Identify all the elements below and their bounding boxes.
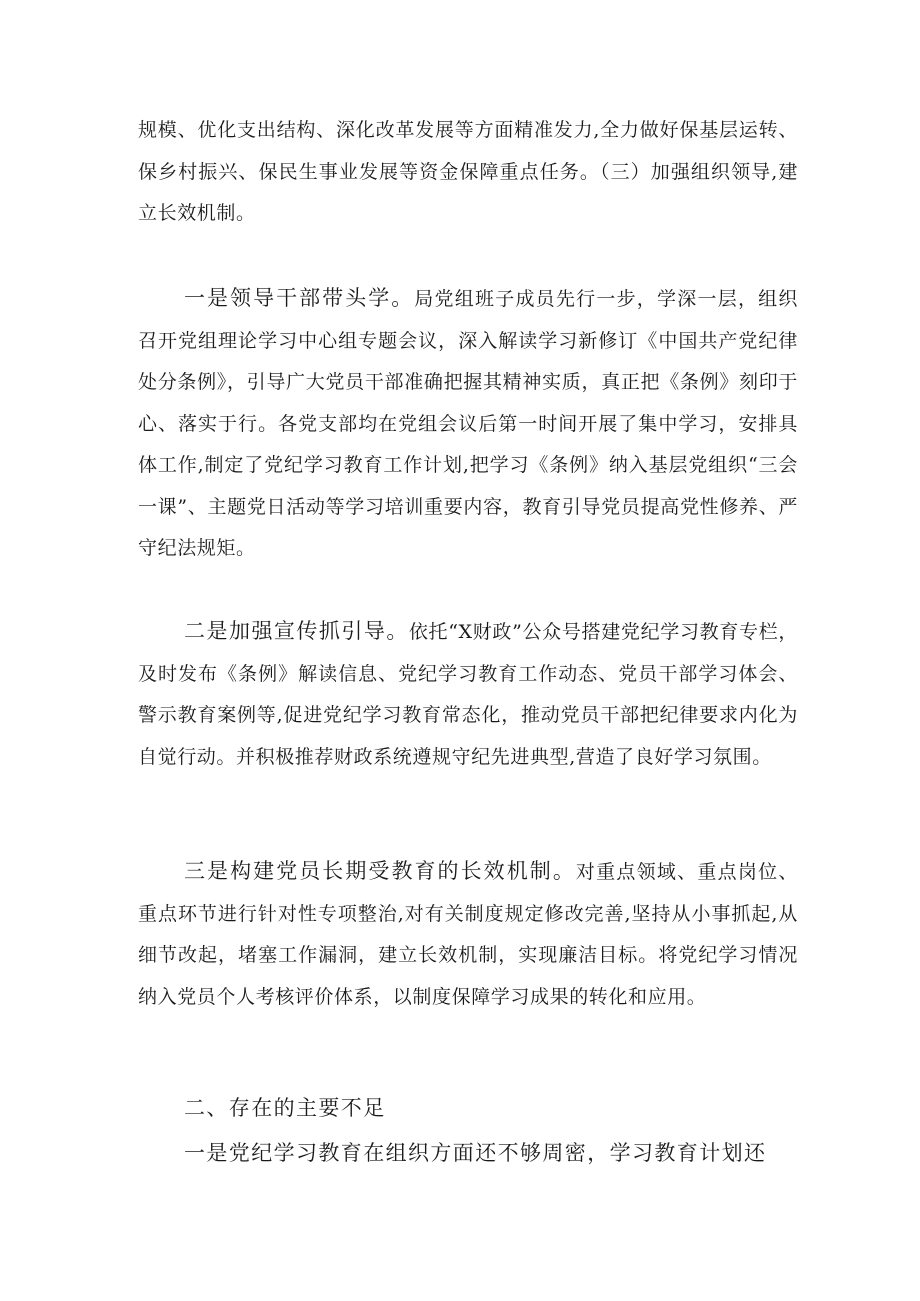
paragraph-2 [138,278,798,570]
paragraph-3-text: 依托“X财政”公众号搭建党纪学习教育专栏，及时发布《条例》解读信息、党纪学习教育工作动态、党员干部学习体会、警示教育案例等,促进党纪学习教育常态化，推动党员干部把纪律要求内化为自觉行动。并积极推荐财政系统遵规守纪先进典型,营造了良好学习氛围。 [138,621,798,768]
paragraph-5: 一是党纪学习教育在组织方面还不够周密，学习教育计划还 [184,1141,767,1165]
paragraph-4-text: 对重点领域、重点岗位、重点环节进行针对性专项整治,对有关制度规定修改完善,坚持从小事抓起,从细节改起，堵塞工作漏洞，建立长效机制，实现廉洁目标。将党纪学习情况纳入党员个人考核评价体系，以制度保障学习成果的转化和应用。 [138,861,798,1008]
paragraph-1-text: 规模、优化支出结构、深化改革发展等方面精准发力,全力做好保基层运转、保乡村振兴、保民生事业发展等资金保障重点任务。（三）加强组织领导,建立长效机制。 [138,119,798,224]
paragraph-3-lead: 二是加强宣传抓引导。 [184,619,409,643]
paragraph-2-text: 局党组班子成员先行一步，学深一层，组织召开党组理论学习中心组专题会议，深入解读学习新修订《中国共产党纪律处分条例》，引导广大党员干部准确把握其精神实质，真正把《条例》刻印于心、落实于行。各党支部均在党组会议后第一时间开展了集中学习，安排具体工作,制定了党纪学习教育工作计划,把学习《条例》纳入基层党组织“三会一课”、主题党日活动等学习培训重要内容，教育引导党员提高党性修养、严守纪法规矩。 [138,288,799,559]
paragraph-4 [138,851,798,1018]
paragraph-2-lead: 一是领导干部带头学。 [184,286,415,310]
section-heading: 二、存在的主要不足 [184,1096,386,1120]
paragraph-4-lead: 三是构建党员长期受教育的长效机制。 [184,859,576,883]
paragraph-3 [138,611,798,778]
paragraph-1 [138,110,798,235]
